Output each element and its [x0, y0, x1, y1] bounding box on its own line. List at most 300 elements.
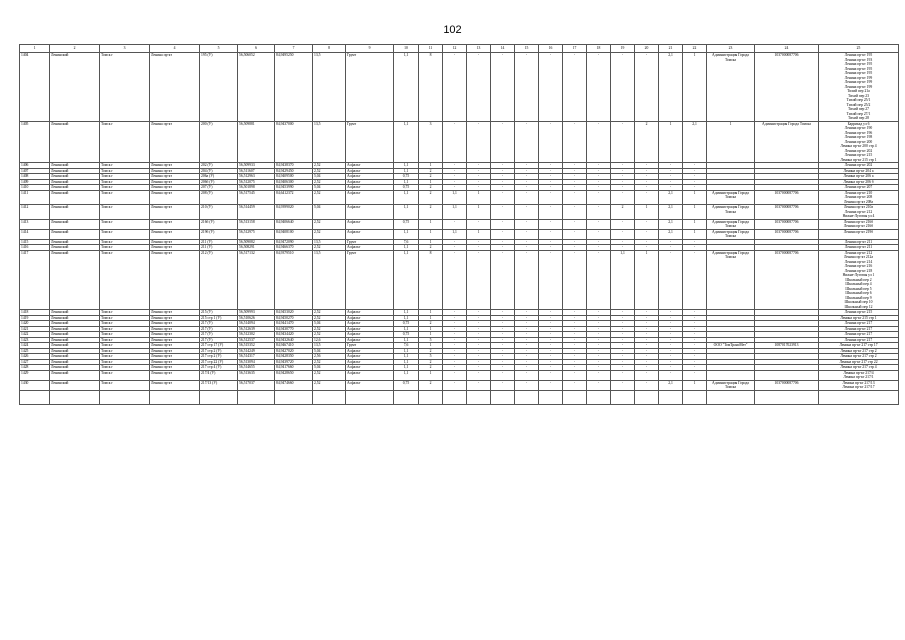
table-cell: Ленинский: [50, 121, 100, 163]
table-row: [20, 250, 899, 310]
table-cell: -: [539, 250, 563, 310]
table-cell: Ленинский: [50, 205, 100, 220]
table-cell: Томск г: [100, 343, 150, 349]
table-cell: 1: [467, 190, 491, 205]
table-cell: -: [515, 190, 539, 205]
address-line: Ленина пр-кт 208а: [843, 199, 874, 204]
table-cell: 1,1: [394, 205, 419, 220]
table-cell: -: [563, 343, 587, 349]
table-cell: 2: [419, 380, 443, 390]
table-cell: -: [611, 315, 635, 321]
table-cell: 56,501898: [238, 185, 275, 191]
table-cell: -: [563, 219, 587, 229]
table-cell: 0,75: [394, 321, 419, 327]
table-cell: 217 стр 17 (У): [200, 343, 238, 349]
table-cell: Ленина пр-кт: [150, 343, 200, 349]
table-cell: [707, 390, 755, 404]
table-cell: 1: [419, 219, 443, 229]
table-cell: Ленинский: [50, 245, 100, 251]
address-line: Ленина пр-кт 195: [844, 71, 873, 75]
table-cell: -: [491, 370, 515, 380]
table-cell: -: [539, 337, 563, 343]
table-cell: -: [515, 326, 539, 332]
table-cell: -: [467, 239, 491, 245]
table-cell: -: [683, 359, 707, 365]
table-cell: -: [611, 245, 635, 251]
table-cell: 2,52: [313, 380, 346, 390]
table-cell: -: [443, 370, 467, 380]
table-cell: -: [467, 359, 491, 365]
table-cell: 217 стр 22 (У): [200, 359, 238, 365]
table-cell: Асфальт: [346, 380, 394, 390]
column-header: 4: [150, 45, 200, 53]
address-line: Ленина пр-кт 202: [844, 163, 873, 167]
table-cell: 2: [419, 348, 443, 354]
table-cell: 84,9432640: [275, 337, 313, 343]
table-cell: [238, 390, 275, 404]
table-cell: -: [659, 185, 683, 191]
table-cell: 1,1: [394, 326, 419, 332]
table-cell: Ленина пр-кт: [150, 174, 200, 180]
table-cell: -: [467, 337, 491, 343]
table-cell: Ленина пр-кт: [150, 168, 200, 174]
table-cell: -: [611, 354, 635, 360]
address-line: Ленина пр-кт 217/17: [842, 385, 875, 389]
table-cell: -: [491, 174, 515, 180]
table-cell: -: [443, 185, 467, 191]
address-line: Нижне-Луговая ул 4: [842, 214, 875, 218]
table-cell: -: [491, 365, 515, 371]
table-cell: 56,509993: [238, 310, 275, 316]
address-line: Ленина пр-кт 216б: [843, 219, 874, 224]
table-cell: 1037000087706: [755, 219, 819, 229]
table-cell: Администрация Города Томска: [707, 219, 755, 229]
table-cell: [50, 390, 100, 404]
table-cell: -: [467, 354, 491, 360]
table-cell: -: [515, 229, 539, 239]
table-cell: -: [587, 168, 611, 174]
table-cell: -: [443, 354, 467, 360]
table-cell: [419, 390, 443, 404]
table-cell: -: [563, 326, 587, 332]
table-cell: 1,1: [394, 365, 419, 371]
table-cell: -: [515, 245, 539, 251]
table-cell: 2: [419, 245, 443, 251]
column-header: 8: [313, 45, 346, 53]
table-cell: -: [539, 121, 563, 163]
table-cell: -: [563, 121, 587, 163]
table-cell: -: [635, 337, 659, 343]
table-cell: 0,75: [394, 219, 419, 229]
column-header: 15: [515, 45, 539, 53]
table-cell: -: [635, 359, 659, 365]
table-cell: -: [635, 168, 659, 174]
table-cell: Администрация Города Томска: [755, 121, 819, 163]
table-cell: -: [563, 321, 587, 327]
table-cell: -: [611, 365, 635, 371]
table-cell: Ленина пр-кт: [150, 179, 200, 185]
address-cell: [819, 53, 899, 122]
table-cell: 1424: [20, 343, 50, 349]
table-cell: 1427: [20, 359, 50, 365]
table-cell: Ленинский: [50, 185, 100, 191]
table-cell: 56,514317: [238, 354, 275, 360]
table-cell: -: [443, 219, 467, 229]
table-cell: 13,5: [313, 239, 346, 245]
table-cell: 1,1: [394, 337, 419, 343]
table-cell: -: [587, 245, 611, 251]
table-cell: 2,1: [659, 219, 683, 229]
table-cell: Ленинский: [50, 380, 100, 390]
address-line: Ленина пр-кт 196: [844, 130, 873, 135]
table-cell: 2,1: [659, 380, 683, 390]
column-header: 12: [443, 45, 467, 53]
table-cell: Ленина пр-кт: [150, 190, 200, 205]
table-row: [20, 370, 899, 380]
table-cell: 217 (У): [200, 332, 238, 338]
table-cell: 1,1: [394, 370, 419, 380]
table-cell: -: [683, 326, 707, 332]
table-cell: -: [467, 343, 491, 349]
table-cell: 1: [419, 326, 443, 332]
table-cell: 216б (У): [200, 219, 238, 229]
table-cell: 1,1: [443, 190, 467, 205]
address-line: Ленина пр-кт 200: [844, 139, 873, 144]
table-cell: 84,9450270: [275, 315, 313, 321]
column-header: 10: [394, 45, 419, 53]
table-cell: -: [587, 326, 611, 332]
address-line: Ленина пр-кт 217: [844, 332, 873, 336]
address-line: Ленина пр-кт 206 а: [843, 174, 874, 178]
table-cell: Ленинский: [50, 190, 100, 205]
table-cell: -: [635, 315, 659, 321]
address-line: Баррикад ул 6: [847, 121, 870, 126]
table-cell: -: [635, 321, 659, 327]
table-cell: -: [515, 332, 539, 338]
address-line: Ленина пр-кт 202: [844, 148, 873, 153]
table-cell: 0,75: [394, 174, 419, 180]
table-cell: 84,9467410: [275, 343, 313, 349]
table-cell: Томск г: [100, 229, 150, 239]
table-cell: -: [611, 343, 635, 349]
table-cell: Ленинский: [50, 365, 100, 371]
table-cell: 1037000087706: [755, 229, 819, 239]
column-header: 7: [275, 45, 313, 53]
table-cell: Ленина пр-кт: [150, 205, 200, 220]
table-cell: Томск г: [100, 315, 150, 321]
address-cell: [819, 370, 899, 380]
table-cell: -: [491, 239, 515, 245]
address-cell: [819, 380, 899, 390]
table-cell: -: [539, 174, 563, 180]
table-cell: -: [539, 370, 563, 380]
table-cell: 56,513158: [238, 219, 275, 229]
column-header: 22: [683, 45, 707, 53]
address-line: Ленина пр-кт 217/13: [842, 380, 875, 385]
address-line: Ленина пр-кт 217 стр 2: [840, 348, 877, 353]
table-row: [20, 205, 899, 220]
table-cell: 56,509933: [238, 163, 275, 169]
table-cell: 1,1: [394, 348, 419, 354]
table-cell: 1: [683, 190, 707, 205]
table-cell: 84,9453990: [275, 185, 313, 191]
table-cell: Грунт: [346, 250, 394, 310]
table-cell: 1037000087706: [755, 53, 819, 122]
table-cell: -: [515, 174, 539, 180]
table-cell: -: [611, 359, 635, 365]
table-cell: -: [443, 380, 467, 390]
address-line: Ленина пр-кт 195: [844, 66, 873, 71]
table-cell: -: [515, 343, 539, 349]
table-cell: -: [635, 229, 659, 239]
table-cell: -: [587, 239, 611, 245]
table-cell: 1428: [20, 365, 50, 371]
table-cell: -: [659, 365, 683, 371]
column-header: 16: [539, 45, 563, 53]
table-cell: 2,52: [313, 229, 346, 239]
table-cell: 1407: [20, 168, 50, 174]
table-cell: [467, 390, 491, 404]
table-cell: -: [611, 229, 635, 239]
table-cell: 56,512963: [238, 174, 275, 180]
table-cell: 1: [419, 239, 443, 245]
table-cell: 1: [419, 315, 443, 321]
address-line: Ленина пр-кт 193: [844, 57, 873, 62]
table-cell: Асфальт: [346, 337, 394, 343]
table-cell: Томск г: [100, 337, 150, 343]
table-cell: Ленинский: [50, 163, 100, 169]
table-cell: 217 стр 2 (У): [200, 354, 238, 360]
table-cell: -: [683, 354, 707, 360]
table-cell: -: [515, 348, 539, 354]
table-cell: 206а (У): [200, 174, 238, 180]
table-cell: -: [539, 229, 563, 239]
table-cell: -: [563, 190, 587, 205]
column-header: 9: [346, 45, 394, 53]
table-cell: 1,1: [394, 315, 419, 321]
table-cell: -: [539, 239, 563, 245]
table-cell: 1408: [20, 174, 50, 180]
table-cell: 207 (У): [200, 185, 238, 191]
table-cell: Томск г: [100, 185, 150, 191]
table-cell: -: [491, 354, 515, 360]
column-header: 13: [467, 45, 491, 53]
table-cell: 2,52: [313, 245, 346, 251]
page-number: 102: [443, 24, 462, 36]
table-cell: 1418: [20, 310, 50, 316]
table-cell: 56,515352: [238, 343, 275, 349]
address-line: Ленина пр-кт 200 стр 4: [840, 144, 877, 148]
table-cell: [683, 390, 707, 404]
table-cell: 2: [419, 359, 443, 365]
table-cell: 56,509881: [238, 121, 275, 163]
table-cell: -: [635, 53, 659, 122]
table-cell: -: [443, 321, 467, 327]
table-cell: -: [659, 326, 683, 332]
table-cell: Администрация Города Томска: [707, 229, 755, 239]
table-cell: -: [611, 239, 635, 245]
table-cell: 217/13 (У): [200, 380, 238, 390]
table-cell: -: [539, 321, 563, 327]
table-cell: -: [563, 250, 587, 310]
table-cell: Ленина пр-кт: [150, 321, 200, 327]
table-cell: Администрация Города Томска: [707, 190, 755, 205]
table-cell: 56,512639: [238, 326, 275, 332]
table-cell: 2,1: [683, 121, 707, 163]
table-cell: 5,04: [313, 348, 346, 354]
blank-row: [20, 390, 899, 404]
table-cell: ООО "ТомТрансМет": [707, 343, 755, 349]
table-cell: Томск г: [100, 310, 150, 316]
table-cell: -: [443, 337, 467, 343]
table-cell: -: [515, 163, 539, 169]
table-cell: -: [515, 315, 539, 321]
table-cell: -: [635, 326, 659, 332]
table-cell: 84,9466370: [275, 245, 313, 251]
table-cell: 1,1: [394, 190, 419, 205]
table-cell: 13,5: [313, 53, 346, 122]
table-cell: 84,9437000: [275, 121, 313, 163]
table-cell: 84,9409500: [275, 174, 313, 180]
table-cell: -: [611, 310, 635, 316]
table-cell: 1,1: [394, 229, 419, 239]
table-cell: [150, 390, 200, 404]
table-cell: -: [467, 365, 491, 371]
table-cell: 1404: [20, 53, 50, 122]
table-cell: -: [467, 174, 491, 180]
table-cell: Администрация Города Томска: [707, 205, 755, 220]
table-cell: Администрация Города Томска: [707, 380, 755, 390]
table-cell: -: [635, 174, 659, 180]
table-cell: -: [539, 326, 563, 332]
table-cell: Томск г: [100, 250, 150, 310]
table-cell: -: [539, 365, 563, 371]
table-cell: -: [491, 250, 515, 310]
table-cell: 206б (У): [200, 179, 238, 185]
table-cell: -: [539, 348, 563, 354]
table-cell: [443, 390, 467, 404]
table-cell: 13,5: [313, 250, 346, 310]
table-cell: -: [563, 229, 587, 239]
table-cell: -: [587, 174, 611, 180]
table-cell: -: [539, 53, 563, 122]
table-cell: [20, 390, 50, 404]
table-cell: Ленинский: [50, 179, 100, 185]
table-cell: 1087017023913: [755, 343, 819, 349]
address-line: Ленина пр-кт 216б: [843, 224, 874, 228]
table-cell: 1: [635, 250, 659, 310]
address-line: Нижне-Луговая ул 1: [842, 273, 875, 277]
table-cell: Ленина пр-кт: [150, 239, 200, 245]
table-cell: 84,9427020: [275, 348, 313, 354]
table-cell: -: [611, 168, 635, 174]
table-cell: -: [539, 359, 563, 365]
table-cell: 1: [635, 205, 659, 220]
table-cell: -: [611, 121, 635, 163]
table-cell: [394, 390, 419, 404]
table-cell: -: [635, 380, 659, 390]
column-header: 24: [755, 45, 819, 53]
table-cell: -: [491, 315, 515, 321]
table-cell: -: [563, 332, 587, 338]
table-cell: -: [611, 174, 635, 180]
table-cell: -: [515, 359, 539, 365]
address-line: Школьный пер 5: [845, 286, 872, 291]
table-cell: 56,512075: [238, 179, 275, 185]
address-line: Ленина пр-кт 215 стр 1: [840, 315, 877, 320]
table-cell: Ленинский: [50, 326, 100, 332]
table-cell: Томск г: [100, 174, 150, 180]
table-cell: 1,1: [394, 163, 419, 169]
table-cell: -: [683, 348, 707, 354]
table-cell: Томск г: [100, 370, 150, 380]
table-cell: 84,9399020: [275, 205, 313, 220]
address-line: Ленина пр-кт 215 стр 1: [840, 157, 877, 162]
table-cell: -: [467, 53, 491, 122]
address-line: Ленина пр-кт 212а: [843, 255, 874, 259]
table-cell: 1422: [20, 332, 50, 338]
table-cell: -: [467, 121, 491, 163]
table-cell: Ленинский: [50, 239, 100, 245]
address-line: Ленина пр-кт 199: [844, 75, 873, 80]
table-cell: 84,9417660: [275, 365, 313, 371]
table-cell: Ленина пр-кт: [150, 185, 200, 191]
table-cell: -: [587, 332, 611, 338]
table-cell: Асфальт: [346, 359, 394, 365]
table-cell: Томск г: [100, 163, 150, 169]
table-cell: Ленина пр-кт: [150, 365, 200, 371]
table-cell: Асфальт: [346, 163, 394, 169]
table-cell: -: [563, 185, 587, 191]
table-cell: -: [563, 239, 587, 245]
table-cell: 1: [659, 121, 683, 163]
table-cell: Томск г: [100, 205, 150, 220]
table-cell: Ленина пр-кт: [150, 53, 200, 122]
table-cell: -: [659, 250, 683, 310]
table-cell: -: [491, 163, 515, 169]
table-cell: 2,56: [313, 354, 346, 360]
table-cell: Асфальт: [346, 321, 394, 327]
table-cell: Асфальт: [346, 370, 394, 380]
table-cell: -: [587, 53, 611, 122]
table-cell: 2,52: [313, 219, 346, 229]
table-cell: 5,04: [313, 321, 346, 327]
table-cell: 3: [419, 121, 443, 163]
address-line: Ленина пр-кт 215: [844, 153, 873, 157]
table-cell: [755, 370, 819, 380]
table-cell: -: [491, 219, 515, 229]
address-line: Ленина пр-кт 199: [844, 84, 873, 89]
table-cell: 1415: [20, 239, 50, 245]
table-cell: Асфальт: [346, 365, 394, 371]
table-cell: 56,512975: [238, 229, 275, 239]
table-row: [20, 229, 899, 239]
table-cell: -: [443, 343, 467, 349]
table-cell: 1420: [20, 321, 50, 327]
table-cell: 2,1: [659, 229, 683, 239]
table-cell: 217 (У): [200, 337, 238, 343]
table-cell: 8: [419, 250, 443, 310]
table-cell: 84,9428350: [275, 354, 313, 360]
address-line: Ленина пр-кт 217: [844, 337, 873, 342]
table-cell: 1037000087706: [755, 190, 819, 205]
table-cell: -: [491, 343, 515, 349]
table-cell: -: [683, 321, 707, 327]
table-cell: 1: [467, 205, 491, 220]
table-cell: -: [515, 365, 539, 371]
table-cell: -: [467, 245, 491, 251]
table-cell: 1: [467, 229, 491, 239]
